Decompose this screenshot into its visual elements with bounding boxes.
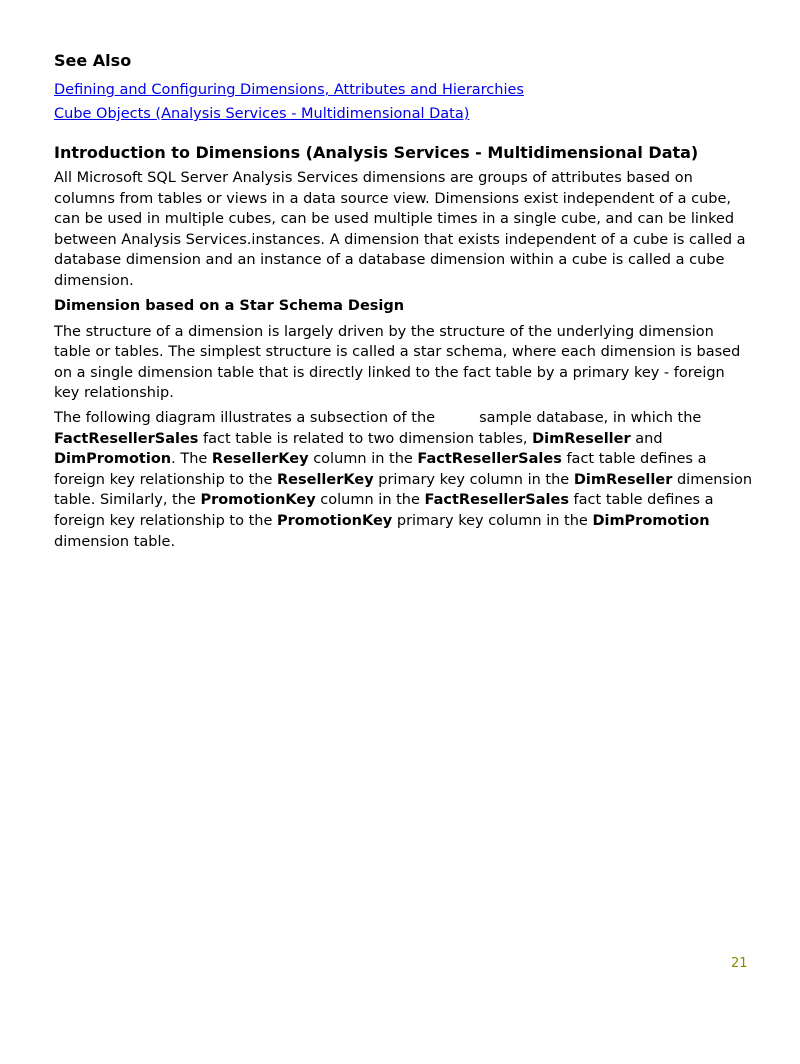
diagram-description-paragraph: The following diagram illustrates a subsection of the sample database, in which the FactResellerSales fact table is related to two dimension tables, DimReseller and DimPromotion. The ResellerKey column in the FactResellerSales fact table defines a foreign key relationship to the ResellerKey primary key column in the DimReseller dimension table. Similarly, the PromotionKey column in the FactResellerSales fact table defines a foreign key relationship to the PromotionKey primary key column in the DimPromotion dimension table.	[54, 409, 753, 550]
intro-heading: Introduction to Dimensions (Analysis Services - Multidimensional Data)	[54, 143, 699, 162]
star-schema-heading: Dimension based on a Star Schema Design	[54, 297, 405, 314]
page-number: 21	[731, 956, 748, 971]
intro-paragraph: All Microsoft SQL Server Analysis Services dimensions are groups of attributes based on columns from tables or views in a data source view. Dimensions exist independent of a cube, can be used in multiple cubes, can be used multiple times in a single cube, and can be linked between Analysis Services.instances. A dimension that exists independent of a cube is called a database dimension and an instance of a database dimension within a cube is called a cube dimension.	[54, 170, 746, 289]
link-defining-dimensions[interactable]: Defining and Configuring Dimensions, Attributes and Hierarchies	[54, 82, 524, 98]
see-also-heading: See Also	[54, 51, 132, 70]
link-cube-objects[interactable]: Cube Objects (Analysis Services - Multidimensional Data)	[54, 106, 470, 122]
document-page	[54, 50, 754, 556]
star-schema-paragraph: The structure of a dimension is largely driven by the structure of the underlying dimension table or tables. The simplest structure is called a star schema, where each dimension is based on a single dimension table that is directly linked to the fact table by a primary key - foreign key relationship.	[54, 323, 741, 402]
